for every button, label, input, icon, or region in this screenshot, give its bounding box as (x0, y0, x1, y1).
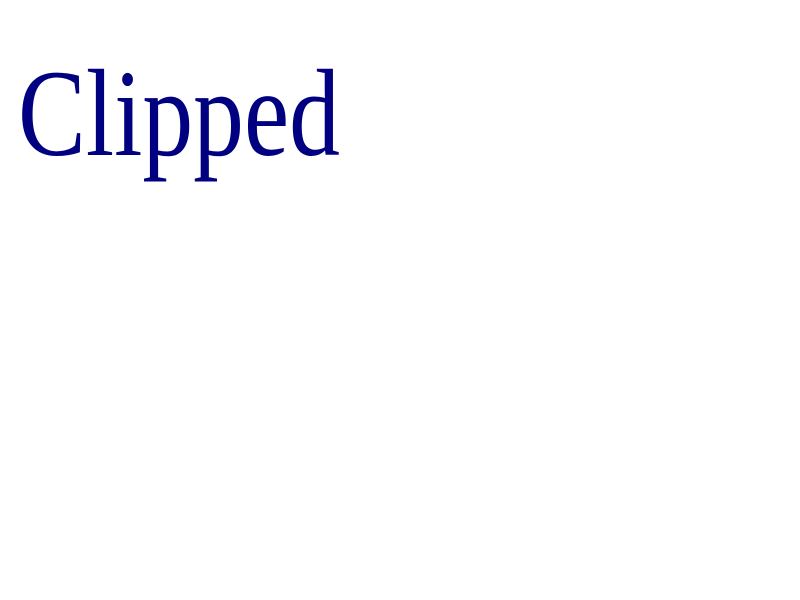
headline-text: Clipped (18, 45, 340, 182)
